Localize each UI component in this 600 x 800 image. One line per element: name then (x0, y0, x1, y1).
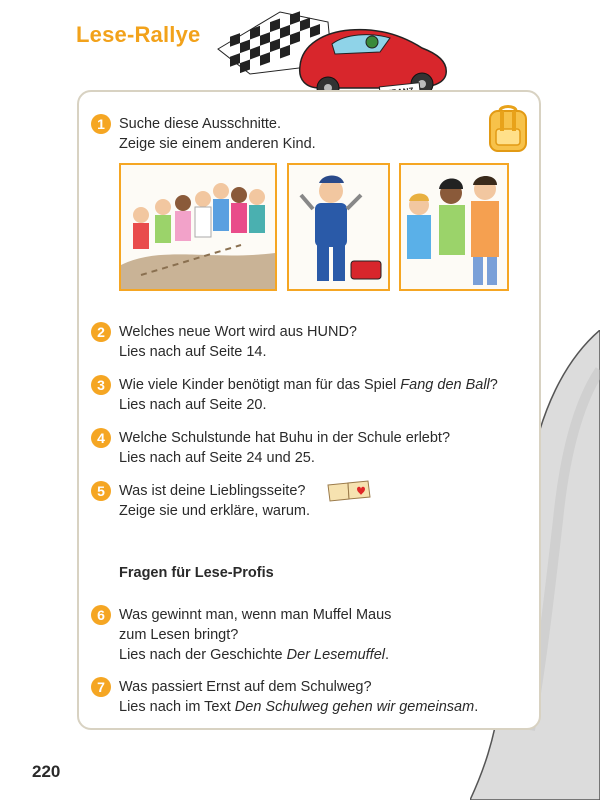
task-line: Lies nach auf Seite 24 und 25. (119, 450, 315, 466)
task-line: Suche diese Ausschnitte. (119, 116, 282, 132)
task-line: Was passiert Ernst auf dem Schulweg? (119, 679, 372, 695)
task-number-badge: 7 (91, 677, 111, 697)
picture-mechanic (287, 163, 390, 291)
task-line: Lies nach der Geschichte Der Lesemuffel. (119, 647, 390, 663)
schoolbag-icon (484, 103, 532, 155)
page-number: 220 (32, 762, 61, 781)
red-car-icon (300, 30, 447, 99)
task-number-badge: 4 (91, 428, 111, 448)
book-title: Den Schulweg gehen wir gemeinsam (234, 699, 475, 715)
picture-children-talking (399, 163, 509, 291)
open-book-heart-icon (326, 477, 372, 503)
task-line: Was ist deine Lieblingsseite? (119, 483, 306, 499)
task-line: Welches neue Wort wird aus HUND? (119, 324, 357, 340)
task-number-badge: 6 (91, 605, 111, 625)
book-title: Fang den Ball (400, 377, 490, 393)
profis-heading: Fragen für Lese-Profis (119, 565, 274, 581)
task-line: Wie viele Kinder benötigt man für das Spiel Fang den Ball? (119, 377, 498, 393)
page-title: Lese-Rallye (76, 22, 201, 47)
book-title: Der Lesemuffel (286, 647, 385, 663)
race-car-illustration (210, 4, 460, 104)
task-line: Zeige sie und erkläre, warum. (119, 503, 310, 519)
task-line: Lies nach im Text Den Schulweg gehen wir gemeinsam. (119, 699, 479, 715)
task-number-badge: 2 (91, 322, 111, 342)
task-line: Zeige sie einem anderen Kind. (119, 136, 316, 152)
task-number-badge: 3 (91, 375, 111, 395)
task-line: zum Lesen bringt? (119, 627, 239, 643)
picture-children-group (119, 163, 277, 291)
task-line: Lies nach auf Seite 20. (119, 397, 267, 413)
task-line: Lies nach auf Seite 14. (119, 344, 267, 360)
task-line: Was gewinnt man, wenn man Muffel Maus (119, 607, 392, 623)
task-number-badge: 1 (91, 114, 111, 134)
task-line: Welche Schulstunde hat Buhu in der Schule erlebt? (119, 430, 451, 446)
task-number-badge: 5 (91, 481, 111, 501)
